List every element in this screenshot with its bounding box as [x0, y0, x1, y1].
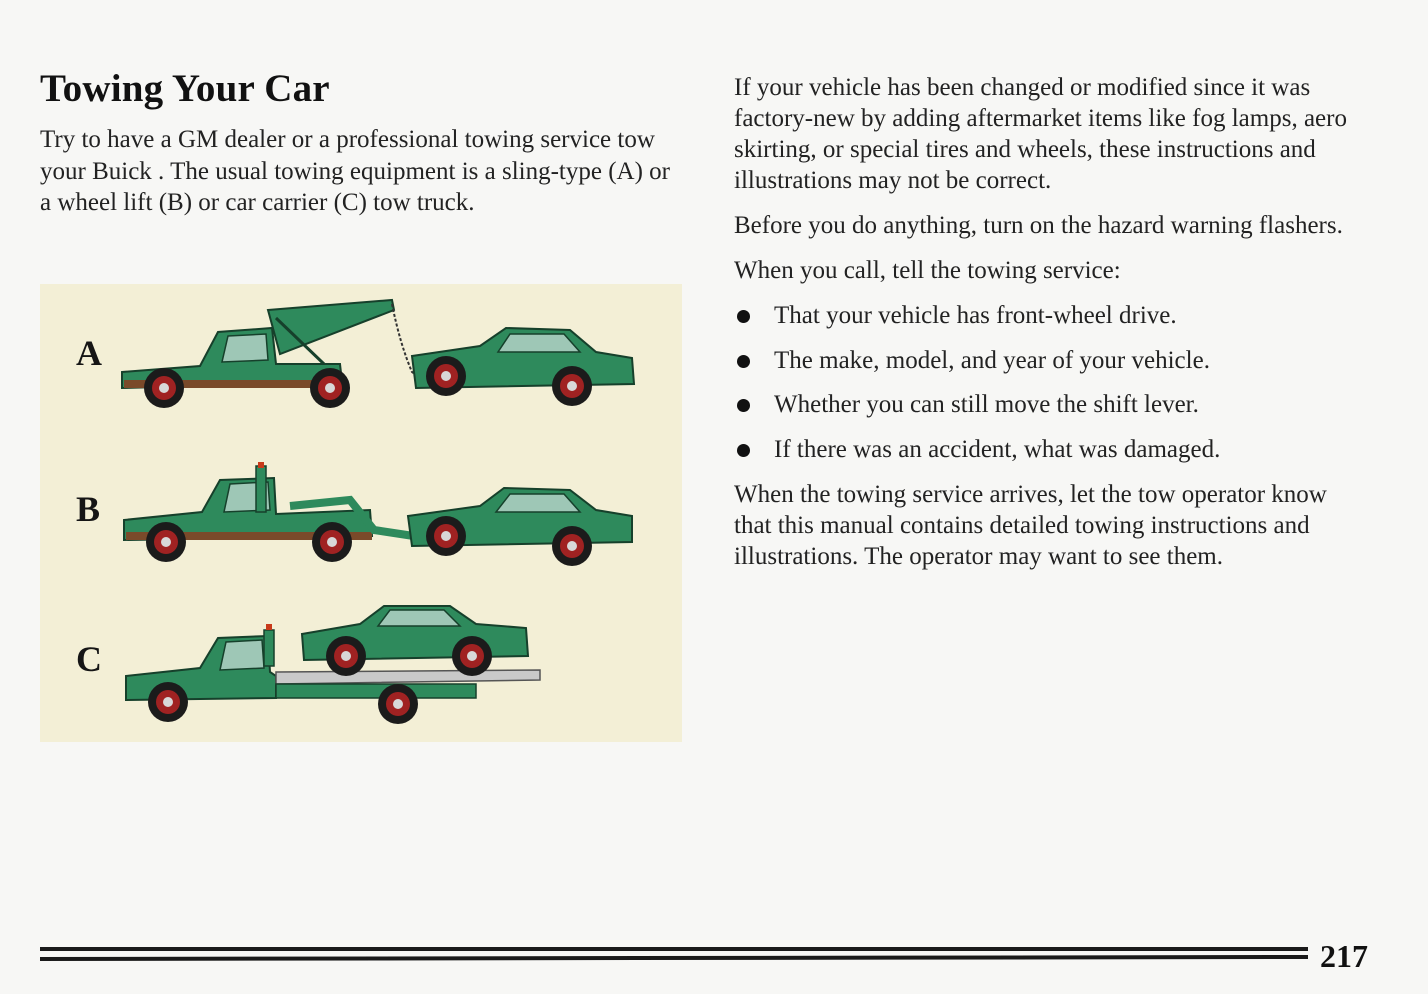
- page-number: 217: [1320, 938, 1368, 974]
- towing-illustration: [40, 284, 682, 742]
- intro-paragraph: Try to have a GM dealer or a professional towing service tow your Buick . The usual towing equipment is a sling-type (A) or a wheel lift (B) or car carrier (C) tow truck.: [40, 126, 670, 216]
- figure-label-c: C: [76, 639, 102, 679]
- page-title: Towing Your Car: [40, 67, 330, 110]
- figure-label-b: B: [76, 489, 101, 529]
- bullet-icon: [737, 444, 750, 457]
- list-item: Whether you can still move the shift lever.: [734, 389, 1364, 420]
- towed-car-b: [408, 488, 632, 566]
- sling-tow-truck: [122, 300, 436, 408]
- modification-paragraph: If your vehicle has been changed or modified since it was factory-new by adding aftermarket items like fog lamps, aero skirting, or special tires and wheels, these instructions and illustrations may not be correct.: [734, 74, 1347, 194]
- towed-car-a: [412, 328, 634, 406]
- figure-label-a: A: [76, 333, 102, 373]
- carried-car-c: [302, 606, 528, 676]
- arrival-paragraph: When the towing service arrives, let the tow operator know that this manual contains detailed towing instructions and illustrations. The operator may want to see them.: [734, 480, 1327, 570]
- right-column: [734, 72, 1364, 586]
- towing-info-list: [734, 300, 1364, 465]
- call-paragraph: When you call, tell the towing service:: [734, 257, 1121, 284]
- list-item: That your vehicle has front-wheel drive.: [734, 300, 1364, 331]
- bullet-icon: [737, 310, 750, 323]
- wheel-lift-tow-truck: [124, 462, 440, 562]
- tow-trucks-drawing: [40, 284, 682, 742]
- bullet-icon: [737, 399, 750, 412]
- hazard-paragraph: Before you do anything, turn on the hazard warning flashers.: [734, 212, 1343, 239]
- list-item: The make, model, and year of your vehicle.: [734, 345, 1364, 376]
- list-item: If there was an accident, what was damaged.: [734, 434, 1364, 465]
- bullet-icon: [737, 355, 750, 368]
- footer-rule: [40, 943, 1308, 967]
